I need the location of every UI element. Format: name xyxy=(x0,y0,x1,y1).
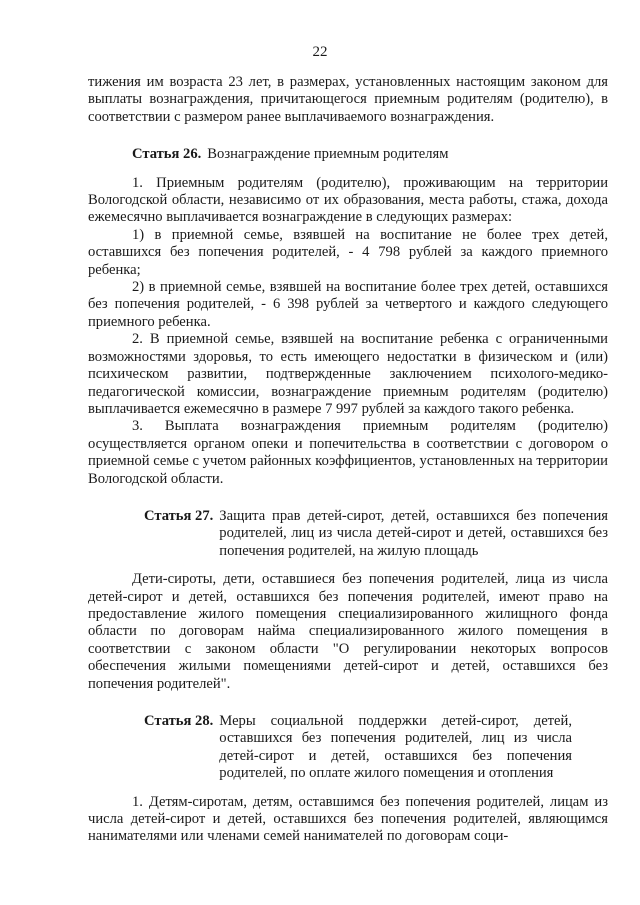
article-26-item-2: 2) в приемной семье, взявшей на воспитание более трех детей, оставшихся без попечения родителей, - 6 398 рублей за четвертого и каждого следующего приемного ребенка. xyxy=(88,279,608,330)
article-27-label: Статья 27. xyxy=(144,507,214,524)
article-28-heading xyxy=(88,713,608,783)
article-26-paragraph-3: 3. Выплата вознаграждения приемным родителям (родителю) осуществляется органом опеки и попечительства в соответствии с договором о приемной семье с учетом районных коэффициентов, установленных на территории Вологодской области. xyxy=(88,418,608,487)
article-26-title: Вознаграждение приемным родителям xyxy=(207,146,449,163)
document-body xyxy=(88,74,608,846)
article-27-title: Защита прав детей-сирот, детей, оставшихся без попечения родителей, лиц из числа детей-сирот и детей, оставшихся без попечения родителей, на жилую площадь xyxy=(219,507,608,559)
article-26-item-1: 1) в приемной семье, взявшей на воспитание не более трех детей, оставшихся без попечения родителей, - 4 798 рублей за каждого приемного ребенка; xyxy=(88,226,608,278)
article-28-label: Статья 28. xyxy=(144,713,214,729)
intro-paragraph: тижения им возраста 23 лет, в размерах, установленных настоящим законом для выплаты вознаграждения, причитающегося приемным родителям (родителю), в соответствии с размером ранее выплачиваемого вознаграждения. xyxy=(88,74,608,125)
article-27-heading xyxy=(88,508,608,560)
article-26-heading xyxy=(88,146,608,163)
article-27-paragraph-1: Дети-сироты, дети, оставшиеся без попечения родителей, лица из числа детей-сирот и детей, оставшихся без попечения родителей, имеют право на предоставление жилого помещения специализированного жилищного фонда области по договорам найма специализированного жилого помещения в соответствии с законом области "О регулировании некоторых вопросов обеспечения жилыми помещениями детей-сирот и детей, оставшихся без попечения родителей". xyxy=(88,571,608,692)
article-28-paragraph-1: 1. Детям-сиротам, детям, оставшимся без попечения родителей, лицам из числа детей-сирот и детей, оставшихся без попечения родителей, являющимся нанимателями или членами семей нанимателей по договорам соци- xyxy=(88,793,608,845)
article-26-label: Статья 26. xyxy=(132,146,202,163)
article-26-paragraph-1: 1. Приемным родителям (родителю), проживающим на территории Вологодской области, независимо от их образования, места работы, стажа, дохода ежемесячно выплачивается вознаграждение в следующих размерах: xyxy=(88,174,608,226)
article-28-title: Меры социальной поддержки детей-сирот, детей, оставшихся без попечения родителей, лиц из числа детей-сирот и детей, оставшихся без попечения родителей, по оплате жилого помещения и отопления xyxy=(219,713,572,782)
page-number: 22 xyxy=(312,44,328,60)
article-26-paragraph-2: 2. В приемной семье, взявшей на воспитание ребенка с ограниченными возможностями здоровья, то есть имеющего недостатки в физическом и (или) психическом развитии, подтвержденные заключением психолого-медико-педагогической комиссии, вознаграждение приемным родителям (родителю) выплачивается ежемесячно в размере 7 997 рублей за каждого такого ребенка. xyxy=(88,331,608,417)
